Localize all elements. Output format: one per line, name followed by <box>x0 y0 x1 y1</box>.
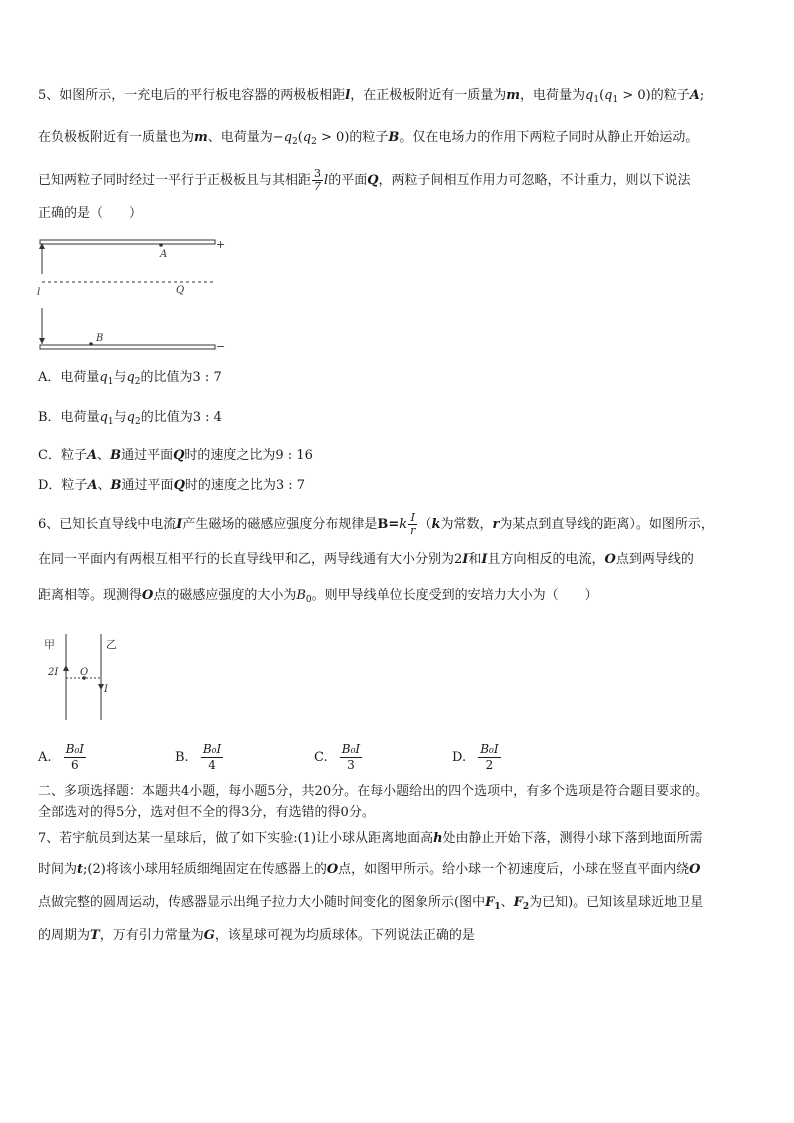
fraction-i-over-r: $\frac{I}{r}$ <box>410 511 416 537</box>
q5-option-c: C．粒子A、B通过平面Q时的速度之比为9 : 16 <box>38 448 313 463</box>
q5-option-a: A．电荷量$q_1$与$q_2$的比值为3 : 7 <box>38 370 222 387</box>
q6-line-3: 距离相等。现测得O点的磁感应强度的大小为$B_0$。则甲导线单位长度受到的安培力大小为（ ） <box>38 588 598 605</box>
label-q: Q <box>176 285 185 296</box>
q6-line-2: 在同一平面内有两根互相平行的长直导线甲和乙，两导线通有大小分别为2I和I且方向相反的电流，O点到两导线的 <box>38 552 694 567</box>
wires-figure <box>40 632 140 724</box>
q5-line-2: 在负极板附近有一质量也为m、电荷量为$-q_2(q_2 > 0)$的粒子B。仅在电场力的作用下两粒子同时从静止开始运动。 <box>38 130 699 147</box>
q5-option-d: D．粒子A、B通过平面Q时的速度之比为3 : 7 <box>38 478 306 493</box>
label-2i: 2I <box>48 667 59 678</box>
q6-option-b: B. $\frac{\text{B₀I}}{4}$ <box>175 742 222 772</box>
capacitor-figure <box>30 234 230 354</box>
q5-option-b: B．电荷量$q_1$与$q_2$的比值为3 : 4 <box>38 410 222 427</box>
section2-line-2: 全部选对的得5分，选对但不全的得3分，有选错的得0分。 <box>38 805 375 820</box>
minus-sign: − <box>216 340 226 353</box>
q7-line-2: 时间为t;(2)将该小球用轻质细绳固定在传感器上的O点，如图甲所示。给小球一个初速度后，小球在竖直平面内绕O <box>38 862 701 877</box>
label-b: B <box>96 333 104 344</box>
label-jia: 甲 <box>44 638 55 651</box>
label-l: l <box>37 287 41 298</box>
q5-line-3: 已知两粒子同时经过一平行于正极板且与其相距 $\frac{3}{7}$ l的平面Q，两粒子间相互作用力可忽略，不计重力，则以下说法 <box>38 167 691 193</box>
label-i: I <box>104 684 108 695</box>
arrow-up-icon <box>63 665 69 671</box>
q7-line-3: 点做完整的圆周运动，传感器显示出绳子拉力大小随时间变化的图象所示(图中$F_1$、$F_2$为已知)。已知该星球近地卫星 <box>38 895 704 912</box>
q5-line-4: 正确的是（ ） <box>38 206 143 221</box>
q7-line-4: 的周期为T，万有引力常量为G，该星球可视为均质球体。下列说法正确的是 <box>38 928 475 943</box>
q5-line-1: 5、如图所示，一充电后的平行板电容器的两极板相距l，在正极板附近有一质量为m，电荷量为$q_1(q_1 > 0)$的粒子A; <box>38 88 705 105</box>
q6-option-d: D. $\frac{\text{B₀I}}{2}$ <box>452 742 499 772</box>
fraction-3-7: $\frac{3}{7}$ <box>314 167 322 193</box>
particle-a-dot <box>159 243 163 247</box>
q6-option-c: C. $\frac{\text{B₀I}}{3}$ <box>314 742 361 772</box>
label-o: O <box>80 667 89 678</box>
label-a: A <box>160 249 168 260</box>
section2-line-1: 二、多项选择题：本题共4小题，每小题5分，共20分。在每小题给出的四个选项中，有多个选项是符合题目要求的。 <box>38 784 709 799</box>
plus-sign: + <box>216 238 226 251</box>
label-yi: 乙 <box>106 638 117 651</box>
q6-line-1: 6、已知长直导线中电流I产生磁场的磁感应强度分布规律是B=k $\frac{I}{r}$ （k为常数，r为某点到直导线的距离）。如图所示， <box>38 511 714 537</box>
q7-line-1: 7、若宇航员到达某一星球后，做了如下实验:(1)让小球从距离地面高h处由静止开始下落，测得小球下落到地面所需 <box>38 831 703 846</box>
q6-option-a: A. $\frac{\text{B₀I}}{6}$ <box>38 742 85 772</box>
